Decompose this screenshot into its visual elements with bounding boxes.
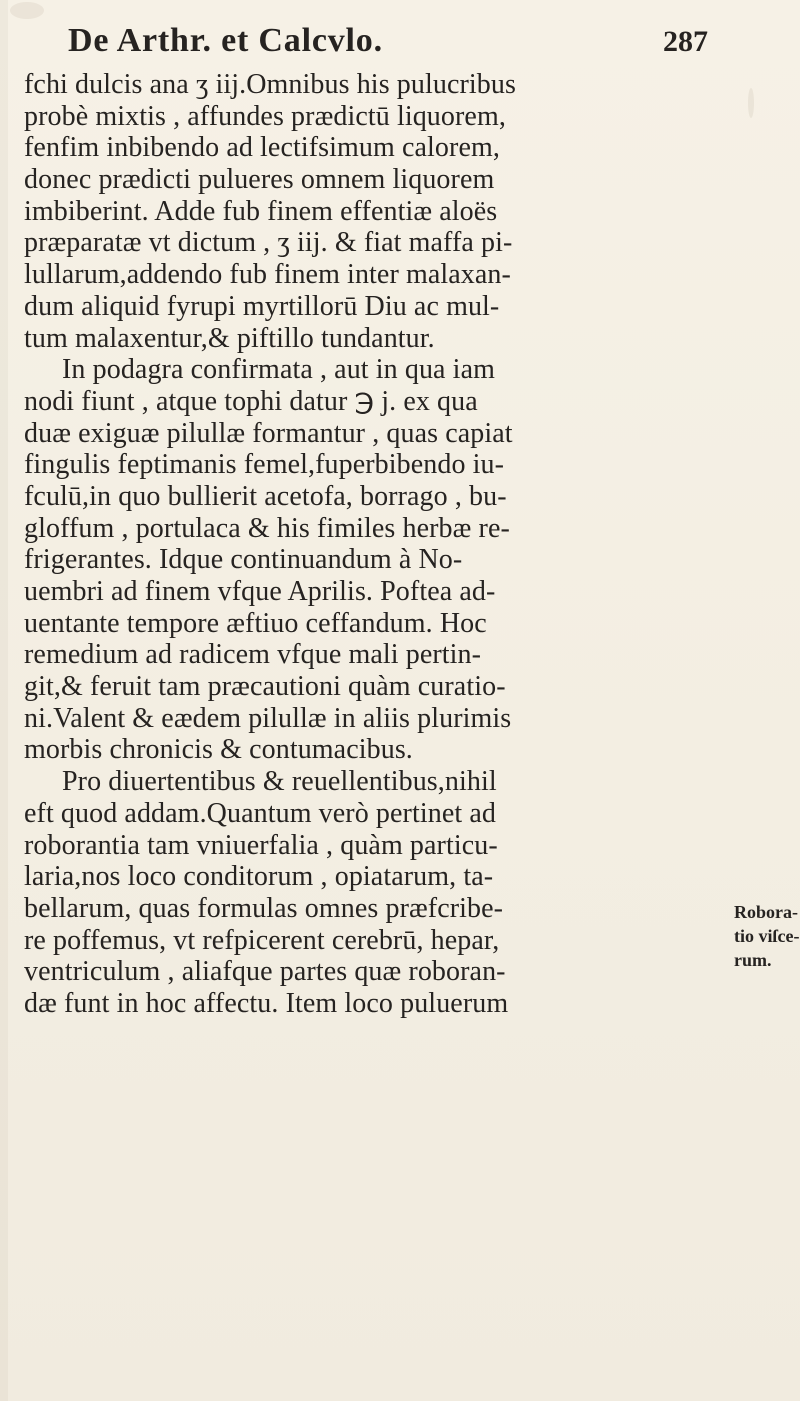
text-line: nodi fiunt , atque tophi datur ℈ j. ex qua [24, 385, 478, 417]
text-line: In podagra confirmata , aut in qua iam [62, 354, 495, 386]
text-line: fchi dulcis ana ʒ iij.Omnibus his pulucribus [24, 69, 516, 100]
text-line: ventriculum , aliafque partes quæ roboran- [24, 956, 506, 988]
left-page-edge-shadow [0, 0, 8, 1401]
text-line: ni.Valent & eædem pilullæ in aliis plurimis [24, 702, 512, 734]
margin-note [734, 900, 800, 972]
text-line: eft quod addam.Quantum verò pertinet ad [24, 797, 496, 829]
text-line: gloffum , portulaca & his fimiles herbæ re- [24, 512, 510, 544]
text-line: dæ funt in hoc affectu. Item loco puluerum [24, 987, 509, 1019]
text-line: frigerantes. Idque continuandum à No- [24, 544, 463, 576]
text-line: morbis chronicis & contumacibus. [24, 734, 413, 766]
text-line: lullarum,addendo fub finem inter malaxan- [24, 259, 511, 291]
text-line: donec prædicti pulueres omnem liquorem [24, 164, 495, 196]
text-line: laria,nos loco conditorum , opiatarum, ta- [24, 861, 494, 893]
right-edge-mark [748, 88, 754, 118]
margin-note-line: tio viſce- [734, 926, 800, 946]
text-line: git,& feruit tam præcautioni quàm curatio- [24, 671, 506, 703]
text-line: duæ exiguæ pilullæ formantur , quas capiat [24, 417, 513, 449]
text-line: imbiberint. Adde fub finem effentiæ aloës [24, 195, 498, 227]
main-text-block [24, 69, 719, 1020]
text-line: roborantia tam vniuerfalia , quàm particu- [24, 829, 498, 861]
margin-note-line: Robora- [734, 902, 798, 922]
running-head: De Arthr. et Calcvlo. [68, 22, 383, 59]
text-line: dum aliquid fyrupi myrtillorū Diu ac mul- [24, 290, 500, 322]
text-line: fingulis feptimanis femel,fuperbibendo iu- [24, 449, 505, 481]
text-line: fenfim inbibendo ad lectifsimum calorem, [24, 132, 500, 164]
margin-note-line: rum. [734, 950, 772, 970]
text-line: probè mixtis , affundes prædictū liquorem, [24, 100, 506, 132]
text-line: præparatæ vt dictum , ʒ iij. & fiat maffa pi- [24, 227, 513, 259]
top-left-stain [10, 2, 44, 19]
text-line: remedium ad radicem vfque mali pertin- [24, 639, 482, 671]
text-line: uentante tempore æftiuo ceffandum. Hoc [24, 607, 487, 639]
text-line: uembri ad finem vfque Aprilis. Poftea ad- [24, 576, 496, 607]
text-line: re poffemus, vt refpicerent cerebrū, hepar, [24, 924, 500, 956]
page-number: 287 [663, 25, 708, 58]
text-line: Pro diuertentibus & reuellentibus,nihil [62, 766, 497, 798]
text-line: fculū,in quo bullierit acetofa, borrago , bu- [24, 480, 507, 512]
text-line: tum malaxentur,& piftillo tundantur. [24, 322, 435, 354]
text-line: bellarum, quas formulas omnes præfcribe- [24, 892, 504, 924]
